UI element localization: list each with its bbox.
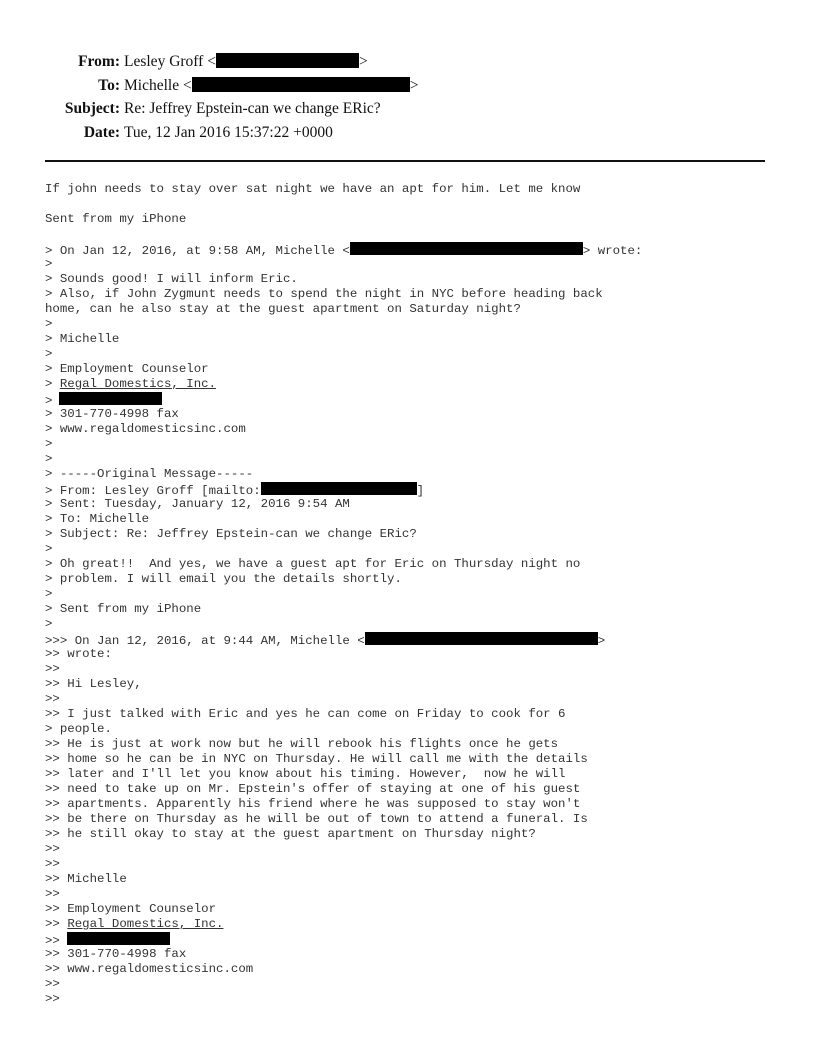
nested-attribution-text: >>> On Jan 12, 2016, at 9:44 AM, Michelle <: [45, 634, 365, 648]
quoted-line: [45, 917, 785, 932]
quoted-line: > Subject: Re: Jeffrey Epstein-can we change ERic?: [45, 527, 417, 541]
quoted-line: home, can he also stay at the guest apartment on Saturday night?: [45, 302, 521, 316]
redaction-block: [216, 53, 359, 68]
quoted-line: >: [45, 257, 53, 271]
quoted-line: >> I just talked with Eric and yes he can come on Friday to cook for 6: [45, 707, 566, 721]
blank-line: [45, 197, 785, 212]
date-row: [0, 123, 816, 147]
quoted-line: > To: Michelle: [45, 512, 150, 526]
redaction-block: [261, 482, 417, 495]
quoted-line: >> need to take up on Mr. Epstein's offer of staying at one of his guest: [45, 782, 581, 796]
redaction-block: [59, 392, 162, 405]
quoted-line: >>: [45, 857, 60, 871]
quoted-line: > Michelle: [45, 332, 120, 346]
quoted-line: >> later and I'll let you know about his timing. However, now he will: [45, 767, 566, 781]
quote-prefix: >>: [45, 934, 60, 948]
nested-attribution-tail: >: [597, 634, 606, 648]
quote-prefix: >>: [45, 917, 68, 931]
to-close: >: [409, 76, 419, 94]
quoted-line: >> home so he can be in NYC on Thursday. He will call me with the details: [45, 752, 588, 766]
redaction-block: [192, 77, 410, 92]
quote-prefix: >: [45, 394, 53, 408]
body-line: If john needs to stay over sat night we have an apt for him. Let me know: [45, 182, 581, 196]
header-divider: [45, 160, 765, 162]
quoted-line: >> 301-770-4998 fax: [45, 947, 187, 961]
redaction-block: [350, 242, 583, 255]
company-name: Regal Domestics, Inc.: [67, 917, 224, 931]
quoted-line: > problem. I will email you the details shortly.: [45, 572, 402, 586]
quoted-line: >: [45, 347, 53, 361]
quoted-line: [45, 392, 785, 407]
quoted-line: >> Michelle: [45, 872, 127, 886]
quoted-line: [45, 482, 785, 497]
redaction-block: [365, 632, 598, 645]
subject-label: Subject:: [64, 100, 120, 118]
quoted-line: > www.regaldomesticsinc.com: [45, 422, 246, 436]
quoted-line: >> He is just at work now but he will rebook his flights once he gets: [45, 737, 559, 751]
quoted-line: > Oh great!! And yes, we have a guest apt for Eric on Thursday night no: [45, 557, 581, 571]
quoted-line: >>: [45, 662, 60, 676]
subject-value: Re: Jeffrey Epstein-can we change ERic?: [124, 100, 381, 118]
quoted-line: > Sounds good! I will inform Eric.: [45, 272, 298, 286]
quoted-line: >>: [45, 842, 60, 856]
quoted-line: >: [45, 437, 53, 451]
to-label: To:: [98, 76, 120, 94]
quoted-from-text: > From: Lesley Groff [mailto:: [45, 484, 261, 498]
blank-line: [45, 227, 785, 242]
quote-attribution-text: > On Jan 12, 2016, at 9:58 AM, Michelle <: [45, 244, 350, 258]
quoted-line: >> www.regaldomesticsinc.com: [45, 962, 254, 976]
quoted-line: [45, 632, 785, 647]
quoted-line: > people.: [45, 722, 112, 736]
from-value: [124, 52, 368, 72]
quoted-line: >> be there on Thursday as he will be out of town to attend a funeral. Is: [45, 812, 588, 826]
from-label: From:: [78, 53, 120, 70]
quote-attribution: [45, 242, 785, 257]
email-body: [45, 182, 785, 1007]
quoted-line: >>: [45, 977, 60, 991]
date-label: Date:: [83, 124, 120, 142]
quoted-line: >: [45, 542, 53, 556]
quote-attribution-tail: > wrote:: [582, 244, 643, 258]
quoted-line: > 301-770-4998 fax: [45, 407, 179, 421]
quoted-line: >: [45, 587, 53, 601]
email-header: [0, 52, 816, 147]
quoted-line: >: [45, 452, 53, 466]
date-value: Tue, 12 Jan 2016 15:37:22 +0000: [124, 124, 333, 142]
quote-prefix: >: [45, 377, 60, 391]
quoted-line: >>: [45, 887, 60, 901]
to-recipient: Michelle <: [124, 76, 192, 94]
quoted-line: [45, 932, 785, 947]
from-sender: Lesley Groff <: [124, 53, 216, 70]
quoted-line: >> Hi Lesley,: [45, 677, 142, 691]
quoted-line: >>: [45, 992, 60, 1006]
quoted-line: > -----Original Message-----: [45, 467, 254, 481]
quoted-line: >> wrote:: [45, 647, 112, 661]
from-close: >: [358, 53, 368, 70]
quoted-line: [45, 377, 785, 392]
quoted-line: > Employment Counselor: [45, 362, 209, 376]
signature-line: Sent from my iPhone: [45, 212, 187, 226]
to-value: [124, 76, 418, 96]
quoted-line: >: [45, 617, 53, 631]
quoted-line: >> Employment Counselor: [45, 902, 217, 916]
company-name: Regal Domestics, Inc.: [59, 377, 217, 391]
quoted-line: > Sent from my iPhone: [45, 602, 202, 616]
quoted-line: >> apartments. Apparently his friend where he was supposed to stay won't: [45, 797, 581, 811]
quoted-from-tail: ]: [416, 484, 425, 498]
from-row: [0, 52, 816, 76]
quoted-line: > Also, if John Zygmunt needs to spend the night in NYC before heading back: [45, 287, 603, 301]
subject-row: [0, 99, 816, 123]
quoted-line: > Sent: Tuesday, January 12, 2016 9:54 AM: [45, 497, 350, 511]
to-row: [0, 76, 816, 100]
redaction-block: [67, 932, 170, 945]
quoted-line: >> he still okay to stay at the guest apartment on Thursday night?: [45, 827, 536, 841]
quoted-line: >>: [45, 692, 60, 706]
quoted-line: >: [45, 317, 53, 331]
